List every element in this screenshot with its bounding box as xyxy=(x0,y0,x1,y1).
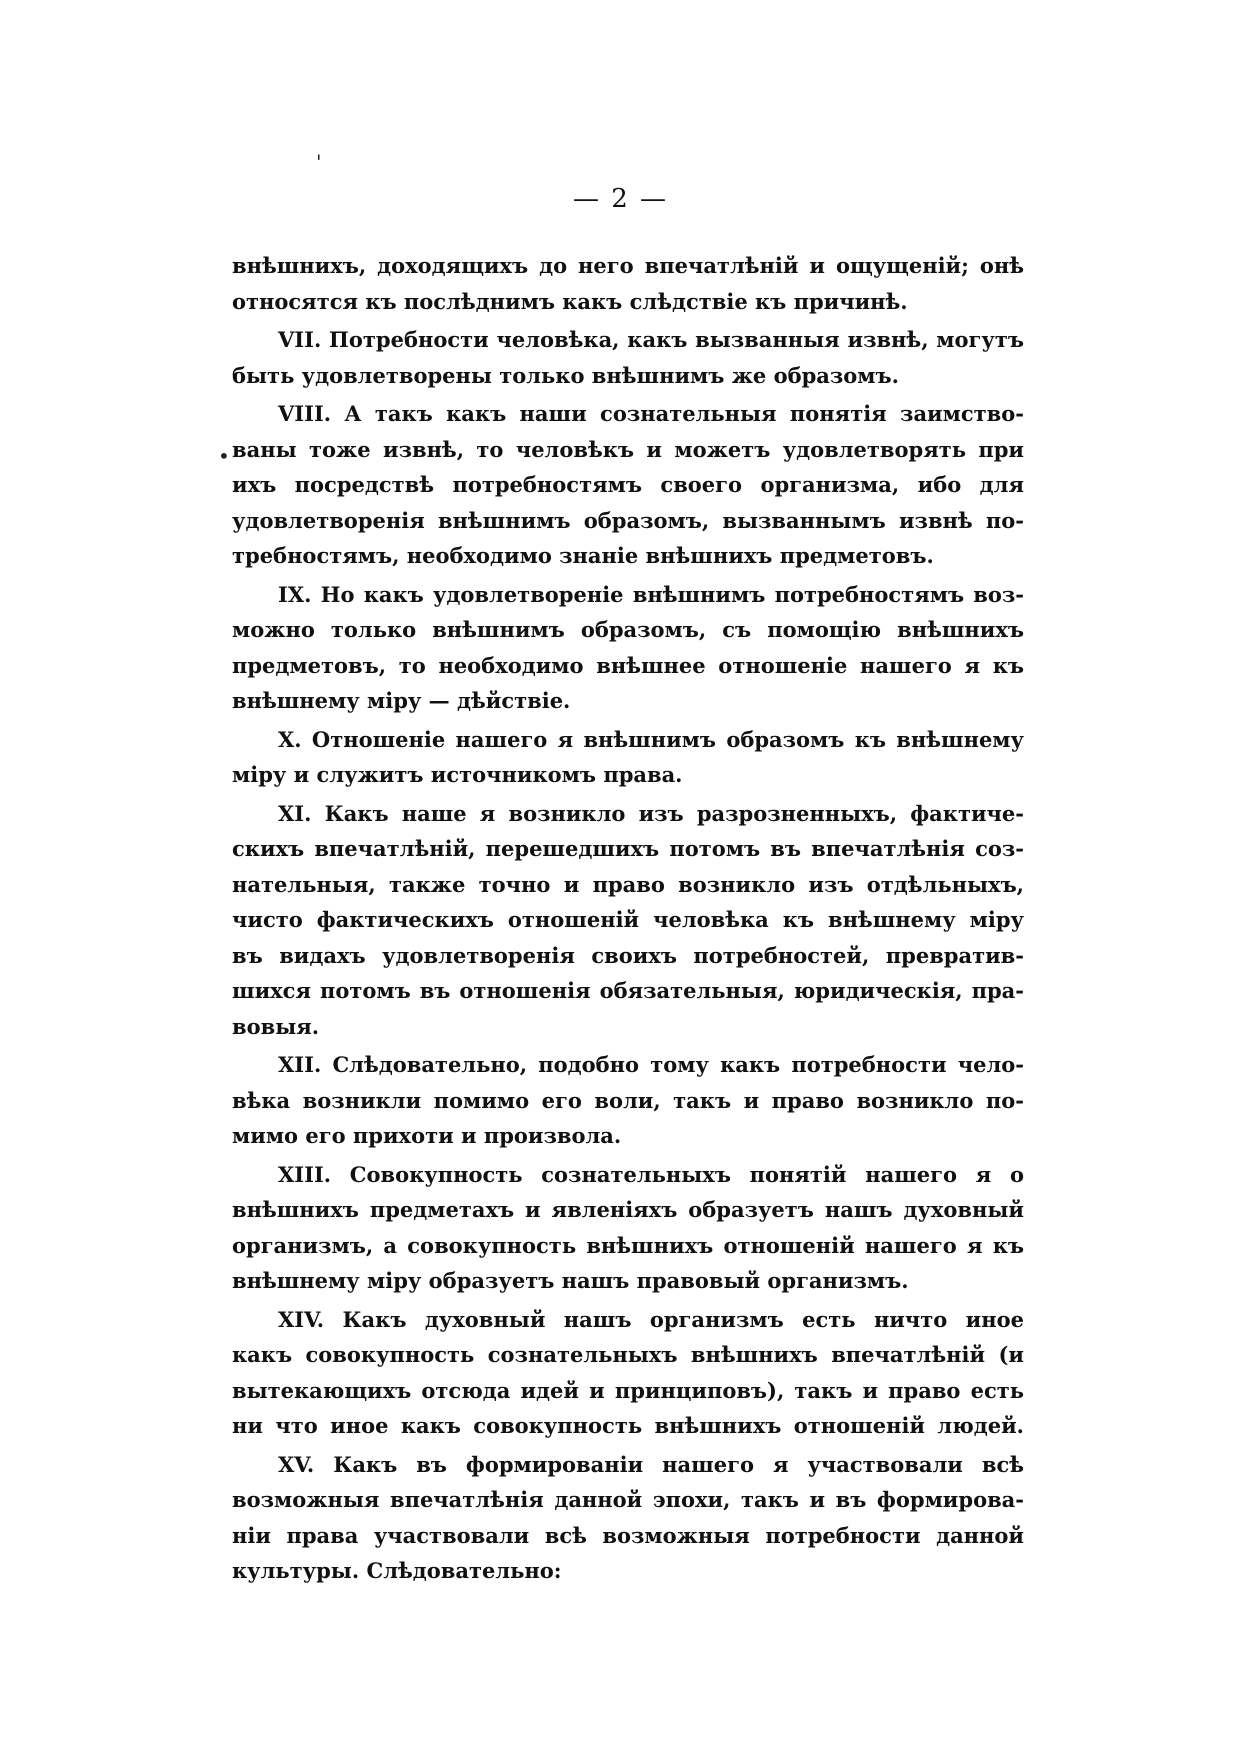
text-line: вытекающихъ отсюда идей и принциповъ), такъ и право есть xyxy=(232,1377,1024,1403)
text-line: шихся потомъ въ отношенія обязательныя, юридическія, пра- xyxy=(232,978,1024,1003)
text-line: XII. Слѣдовательно, подобно тому какъ потребности чело- xyxy=(278,1052,1024,1077)
text-line: относятся къ послѣднимъ какъ слѣдствіе къ причинѣ. xyxy=(232,288,908,314)
text-line: X. Отношеніе нашего я внѣшнимъ образомъ къ внѣшнему xyxy=(278,726,1024,752)
text-line: XIII. Совокупность сознательныхъ понятій нашего я о xyxy=(278,1161,1024,1187)
text-line: внѣшнему міру образуетъ нашъ правовый организмъ. xyxy=(232,1268,909,1293)
text-line: скихъ впечатлѣній, перешедшихъ потомъ въ впечатлѣнія соз- xyxy=(232,836,1024,861)
text-line: ніи права участвовали всѣ возможныя потребности данной xyxy=(232,1522,1024,1548)
text-line: ваны тоже извнѣ, то человѣкъ и можетъ удовлетворять при xyxy=(232,436,1024,462)
text-line: внѣшнихъ предметахъ и явленіяхъ образуетъ нашъ духовный xyxy=(232,1197,1024,1222)
text-line: предметовъ, то необходимо внѣшнее отношеніе нашего я къ xyxy=(232,652,1024,678)
text-line: нательныя, также точно и право возникло изъ отдѣльныхъ, xyxy=(232,871,1024,897)
page-number: — 2 — xyxy=(572,184,669,214)
stray-mark: ' xyxy=(316,150,322,174)
text-line: VIII. А такъ какъ наши сознательныя понятія заимство- xyxy=(278,401,1024,426)
text-line: вѣка возникли помимо его воли, такъ и право возникло по- xyxy=(232,1087,1024,1113)
text-line: чисто фактическихъ отношеній человѣка къ внѣшнему міру xyxy=(232,907,1024,932)
text-line: внѣшнихъ, доходящихъ до него впечатлѣній и ощущеній; онѣ xyxy=(232,253,1024,278)
text-line: XV. Какъ въ формированіи нашего я участвовали всѣ xyxy=(278,1451,1024,1477)
body-text xyxy=(232,248,1024,1589)
text-line: удовлетворенія внѣшнимъ образомъ, вызваннымъ извнѣ по- xyxy=(232,507,1024,533)
text-line: какъ совокупность сознательныхъ внѣшнихъ впечатлѣній (и xyxy=(232,1342,1024,1367)
text-line: вовыя. xyxy=(232,1013,320,1039)
text-line: мимо его прихоти и произвола. xyxy=(232,1123,622,1148)
text-line: быть удовлетворены только внѣшнимъ же образомъ. xyxy=(232,362,899,388)
text-line: культуры. Слѣдовательно: xyxy=(232,1558,562,1583)
text-line: требностямъ, необходимо знаніе внѣшнихъ предметовъ. xyxy=(232,543,934,568)
text-line: въ видахъ удовлетворенія своихъ потребностей, превратив- xyxy=(232,942,1024,968)
text-line: возможныя впечатлѣнія данной эпохи, такъ и въ формирова- xyxy=(232,1487,1024,1512)
text-line: XI. Какъ наше я возникло изъ разрозненныхъ, фактиче- xyxy=(278,800,1024,826)
text-line: ихъ посредствѣ потребностямъ своего организма, ибо для xyxy=(232,472,1024,497)
text-line: XIV. Какъ духовный нашъ организмъ есть ничто иное xyxy=(278,1306,1024,1332)
text-line: организмъ, а совокупность внѣшнихъ отношеній нашего я къ xyxy=(232,1232,1024,1258)
margin-dot: • xyxy=(218,444,230,468)
text-line: VII. Потребности человѣка, какъ вызванныя извнѣ, могутъ xyxy=(278,327,1024,352)
text-line: міру и служитъ источникомъ права. xyxy=(232,762,683,787)
text-line: можно только внѣшнимъ образомъ, съ помощію внѣшнихъ xyxy=(232,617,1024,642)
text-line: внѣшнему міру — дѣйствіе. xyxy=(232,688,571,713)
text-line: IX. Но какъ удовлетвореніе внѣшнимъ потребностямъ воз- xyxy=(278,581,1024,607)
text-line: ни что иное какъ совокупность внѣшнихъ отношеній людей. xyxy=(232,1413,1024,1438)
